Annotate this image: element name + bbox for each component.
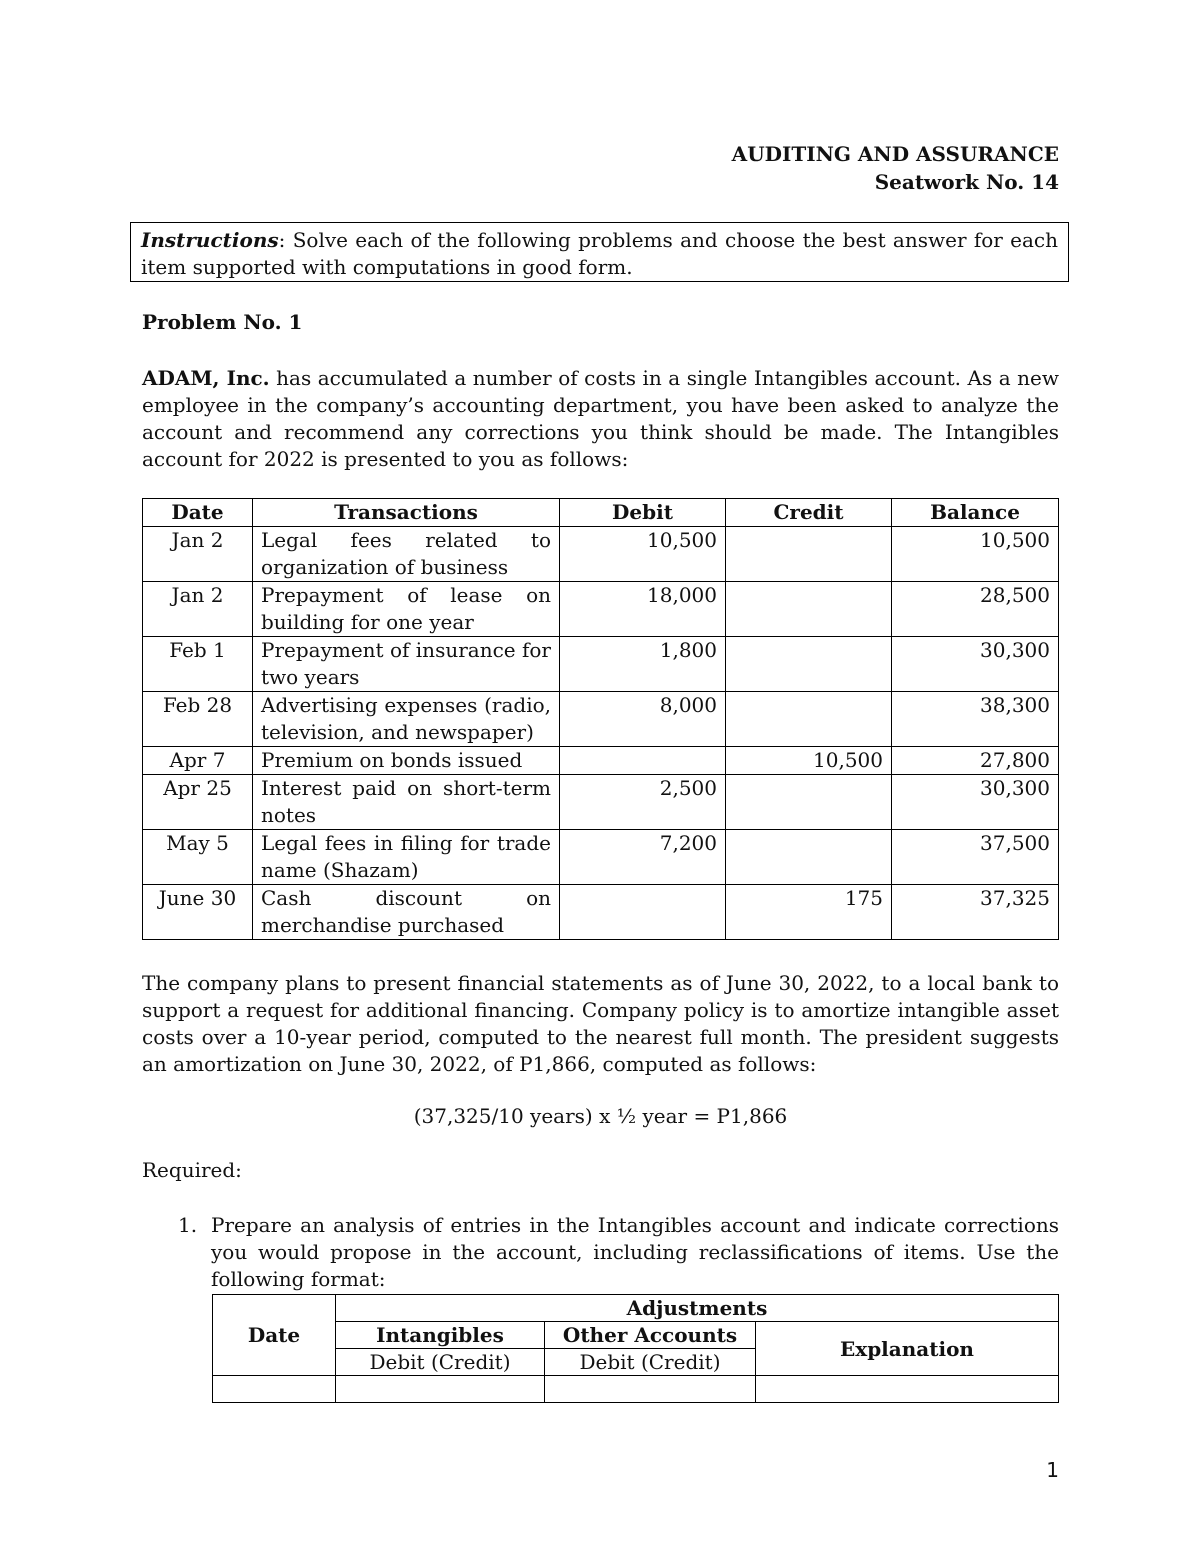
ledger-date-cell: May 5 xyxy=(143,830,253,885)
col-date: Date xyxy=(143,499,253,527)
ledger-transaction-cell: Interest paid on short-term notes xyxy=(253,775,560,830)
instructions-box xyxy=(130,222,1069,282)
ledger-transaction-cell: Advertising expenses (radio, television, and newspaper) xyxy=(253,692,560,747)
body-paragraph: The company plans to present financial statements as of June 30, 2022, to a local bank to support a request for additional financing. Company policy is to amortize intangible asset costs over a 10-year period, computed to the nearest full month. The president suggests an amortization on June 30, 2022, of P1,866, computed as follows: xyxy=(142,971,1059,1076)
ledger-transaction-cell: Cash discount on merchandise purchased xyxy=(253,885,560,940)
ledger-row xyxy=(143,885,1059,940)
ledger-credit-cell xyxy=(726,692,892,747)
ledger-debit-cell: 10,500 xyxy=(560,527,726,582)
ledger-date-cell: Feb 28 xyxy=(143,692,253,747)
ledger-row xyxy=(143,747,1059,775)
ledger-date-cell: Feb 1 xyxy=(143,637,253,692)
ledger-date-cell: Apr 7 xyxy=(143,747,253,775)
blank-cell xyxy=(336,1376,545,1403)
other-debit-credit: Debit (Credit) xyxy=(545,1349,756,1376)
document-header xyxy=(732,140,1059,196)
ledger-balance-cell: 30,300 xyxy=(892,775,1059,830)
ledger-credit-cell xyxy=(726,582,892,637)
item-text: Prepare an analysis of entries in the Intangibles account and indicate corrections you would propose in the account, including reclassifications of items. Use the following format: xyxy=(211,1213,1059,1291)
other-accounts-header: Other Accounts xyxy=(545,1322,756,1349)
item-number: 1. xyxy=(178,1213,198,1237)
course-title: AUDITING AND ASSURANCE xyxy=(731,142,1059,166)
adjustments-format-table xyxy=(212,1294,1059,1403)
problem-title: Problem No. 1 xyxy=(142,310,303,334)
ledger-credit-cell xyxy=(726,830,892,885)
ledger-date-cell: Jan 2 xyxy=(143,527,253,582)
ledger-debit-cell xyxy=(560,885,726,940)
adj-date-header: Date xyxy=(213,1295,336,1376)
ledger-credit-cell: 10,500 xyxy=(726,747,892,775)
explanation-header: Explanation xyxy=(756,1322,1059,1376)
problem-intro xyxy=(142,365,1059,473)
col-debit: Debit xyxy=(560,499,726,527)
ledger-row xyxy=(143,527,1059,582)
ledger-debit-cell: 2,500 xyxy=(560,775,726,830)
ledger-transaction-cell: Premium on bonds issued xyxy=(253,747,560,775)
intro-text: has accumulated a number of costs in a single Intangibles account. As a new employee in the company’s accounting department, you have been asked to analyze the account and recommend any corrections you think should be made. The Intangibles account for 2022 is presented to you as follows: xyxy=(142,366,1060,471)
intangibles-ledger-table xyxy=(142,498,1059,940)
adj-blank-row xyxy=(213,1376,1059,1403)
ledger-date-cell: June 30 xyxy=(143,885,253,940)
ledger-credit-cell xyxy=(726,637,892,692)
required-label: Required: xyxy=(142,1158,242,1182)
col-transactions: Transactions xyxy=(253,499,560,527)
intangibles-debit-credit: Debit (Credit) xyxy=(336,1349,545,1376)
adjustments-header: Adjustments xyxy=(336,1295,1059,1322)
ledger-row xyxy=(143,582,1059,637)
ledger-row xyxy=(143,637,1059,692)
ledger-balance-cell: 30,300 xyxy=(892,637,1059,692)
ledger-credit-cell xyxy=(726,775,892,830)
ledger-header-row xyxy=(143,499,1059,527)
col-balance: Balance xyxy=(892,499,1059,527)
ledger-balance-cell: 10,500 xyxy=(892,527,1059,582)
ledger-transaction-cell: Prepayment of insurance for two years xyxy=(253,637,560,692)
ledger-transaction-cell: Legal fees in filing for trade name (Shazam) xyxy=(253,830,560,885)
ledger-row xyxy=(143,830,1059,885)
ledger-balance-cell: 37,325 xyxy=(892,885,1059,940)
ledger-debit-cell xyxy=(560,747,726,775)
amortization-formula: (37,325/10 years) x ½ year = P1,866 xyxy=(413,1104,788,1128)
col-credit: Credit xyxy=(726,499,892,527)
ledger-balance-cell: 27,800 xyxy=(892,747,1059,775)
ledger-balance-cell: 38,300 xyxy=(892,692,1059,747)
intangibles-header: Intangibles xyxy=(336,1322,545,1349)
seatwork-number: Seatwork No. 14 xyxy=(874,170,1059,194)
ledger-debit-cell: 7,200 xyxy=(560,830,726,885)
ledger-date-cell: Jan 2 xyxy=(143,582,253,637)
ledger-debit-cell: 18,000 xyxy=(560,582,726,637)
ledger-debit-cell: 1,800 xyxy=(560,637,726,692)
blank-cell xyxy=(545,1376,756,1403)
instructions-text: : Solve each of the following problems and choose the best answer for each item supported with computations in good form. xyxy=(141,228,1058,279)
ledger-date-cell: Apr 25 xyxy=(143,775,253,830)
ledger-transaction-cell: Legal fees related to organization of business xyxy=(253,527,560,582)
page-number: 1 xyxy=(1046,1458,1059,1482)
company-name: ADAM, Inc. xyxy=(142,366,270,390)
blank-cell xyxy=(756,1376,1059,1403)
instructions-label: Instructions xyxy=(141,228,279,252)
ledger-row xyxy=(143,692,1059,747)
ledger-debit-cell: 8,000 xyxy=(560,692,726,747)
ledger-row xyxy=(143,775,1059,830)
ledger-credit-cell xyxy=(726,527,892,582)
blank-cell xyxy=(213,1376,336,1403)
ledger-transaction-cell: Prepayment of lease on building for one year xyxy=(253,582,560,637)
ledger-credit-cell: 175 xyxy=(726,885,892,940)
ledger-balance-cell: 28,500 xyxy=(892,582,1059,637)
ledger-balance-cell: 37,500 xyxy=(892,830,1059,885)
